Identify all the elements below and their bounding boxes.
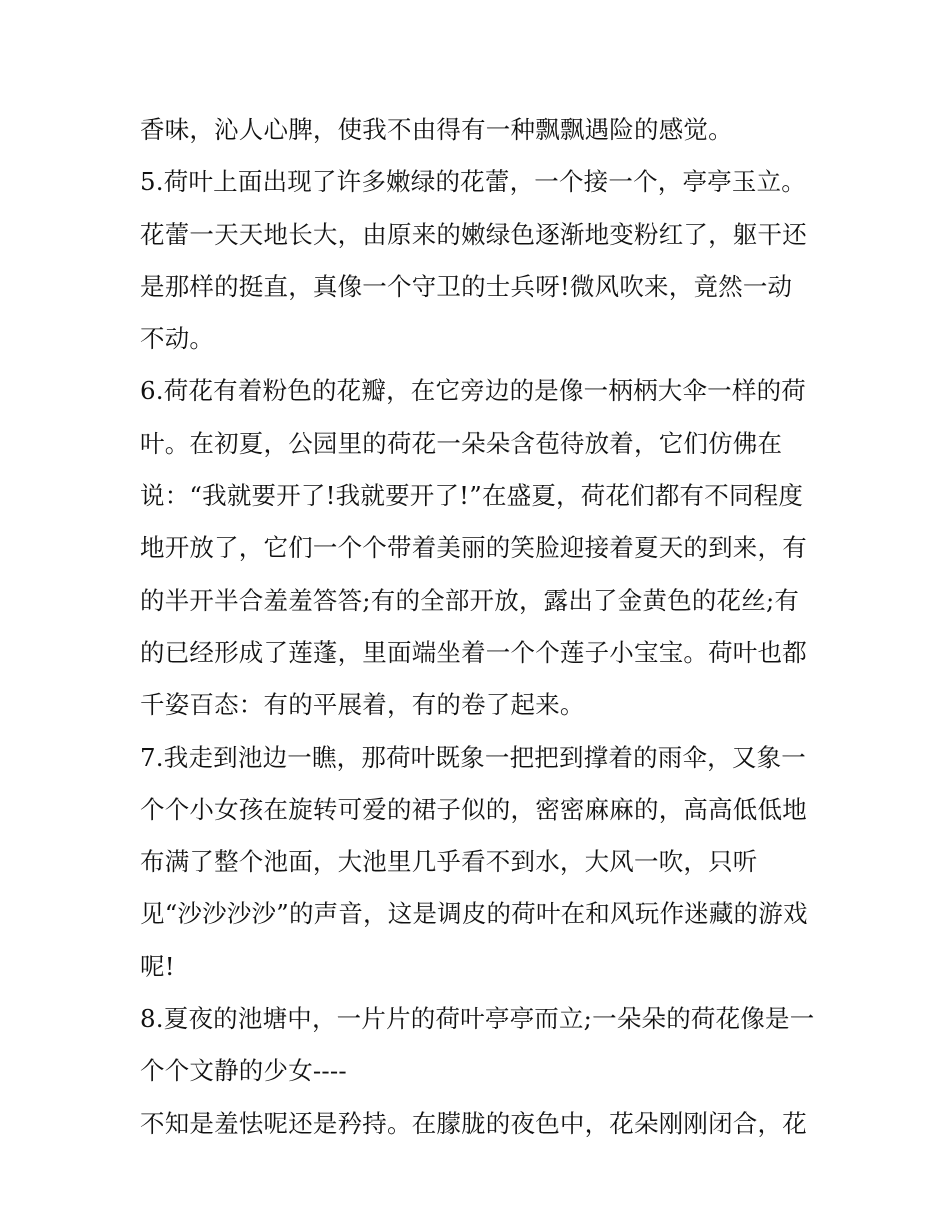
text-line: 个个文静的少女---- (140, 1056, 347, 1086)
text-line: 布满了整个池面，大池里几乎看不到水，大风一吹，只听 (140, 847, 758, 877)
text-line: 叶。在初夏，公园里的荷花一朵朵含苞待放着，它们仿佛在 (140, 428, 783, 458)
text-line: 不知是羞怯呢还是矜持。在朦胧的夜色中，花朵刚刚闭合，花 (140, 1108, 807, 1138)
text-line: 的已经形成了莲蓬，里面端坐着一个个莲子小宝宝。荷叶也都 (140, 637, 807, 667)
text-line: 6.荷花有着粉色的花瓣，在它旁边的是像一柄柄大伞一样的荷 (140, 376, 806, 406)
text-line: 见“沙沙沙沙”的声音，这是调皮的荷叶在和风玩作迷藏的游戏 (140, 899, 808, 929)
text-line: 个个小女孩在旋转可爱的裙子似的，密密麻麻的，高高低低地 (140, 794, 807, 824)
text-line: 千姿百态：有的平展着，有的卷了起来。 (140, 690, 585, 720)
text-line: 是那样的挺直，真像一个守卫的士兵呀!微风吹来，竟然一动 (140, 271, 793, 301)
text-line: 5.荷叶上面出现了许多嫩绿的花蕾，一个接一个，亭亭玉立。 (140, 167, 806, 197)
text-line: 呢! (140, 951, 175, 981)
text-line: 7.我走到池边一瞧，那荷叶既象一把把到撑着的雨伞，又象一 (140, 742, 806, 772)
text-line: 地开放了，它们一个个带着美丽的笑脸迎接着夏天的到来，有 (140, 533, 807, 563)
text-line: 香味，沁人心脾，使我不由得有一种飘飘遇险的感觉。 (140, 115, 733, 144)
body-text (140, 110, 820, 1156)
text-line: 花蕾一天天地长大，由原来的嫩绿色逐渐地变粉红了，躯干还 (140, 219, 807, 249)
text-line: 说：“我就要开了!我就要开了!”在盛夏，荷花们都有不同程度 (140, 481, 804, 511)
text-line: 的半开半合羞羞答答;有的全部开放，露出了金黄色的花丝;有 (140, 585, 800, 615)
text-line: 8.夏夜的池塘中，一片片的荷叶亭亭而立;一朵朵的荷花像是一 (140, 1004, 815, 1034)
text-line: 不动。 (140, 324, 215, 354)
